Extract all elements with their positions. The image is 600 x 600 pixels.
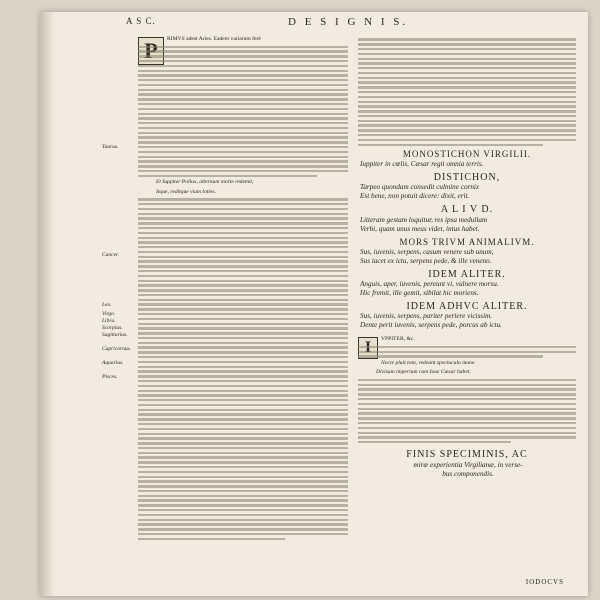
text-line bbox=[358, 346, 576, 348]
text-line bbox=[138, 260, 348, 262]
text-line bbox=[138, 308, 348, 310]
text-line bbox=[138, 385, 348, 387]
text-line bbox=[138, 146, 348, 148]
text-line bbox=[138, 346, 348, 348]
running-head bbox=[40, 16, 588, 30]
section-heading: DISTICHON, bbox=[433, 172, 501, 184]
text-line bbox=[138, 366, 348, 368]
text-line bbox=[358, 422, 576, 424]
text-line bbox=[138, 394, 348, 396]
text-line bbox=[138, 370, 348, 372]
text-line bbox=[138, 423, 348, 425]
margin-note: Libra. bbox=[102, 318, 116, 324]
text-line bbox=[358, 67, 576, 69]
text-line bbox=[138, 528, 348, 530]
poem-line: Sus, iuvenis, serpens, casum venere sub unum, bbox=[360, 247, 494, 256]
text-line bbox=[138, 476, 348, 478]
section-heading: IDEM ALITER. bbox=[428, 268, 506, 280]
text-line bbox=[138, 222, 348, 224]
text-line bbox=[358, 441, 511, 443]
text-line bbox=[358, 115, 576, 117]
text-line bbox=[138, 447, 348, 449]
section-heading: A L I V D. bbox=[440, 204, 494, 216]
text-line bbox=[138, 246, 348, 248]
text-line bbox=[138, 390, 348, 392]
text-line bbox=[138, 289, 348, 291]
text-line bbox=[358, 351, 576, 353]
poem-line: Verbi, quam unus meus videt, intus habet. bbox=[360, 224, 480, 233]
text-line bbox=[358, 379, 576, 381]
text-line bbox=[138, 46, 348, 48]
text-line bbox=[138, 251, 348, 253]
text-line bbox=[358, 81, 576, 83]
text-line bbox=[138, 409, 348, 411]
text-line bbox=[138, 375, 348, 377]
text-line bbox=[358, 408, 576, 410]
text-line bbox=[138, 490, 348, 492]
text-line bbox=[358, 77, 576, 79]
text-line bbox=[138, 356, 348, 358]
text-line bbox=[138, 103, 348, 105]
text-line bbox=[138, 485, 348, 487]
verse-line: Et Iuppiter Pollux, alternum morte redemit, bbox=[156, 179, 254, 186]
text-line bbox=[358, 436, 576, 438]
text-line bbox=[358, 412, 576, 414]
margin-note: Leo. bbox=[102, 302, 112, 308]
text-line bbox=[138, 160, 348, 162]
opening-line: RIMVS adest Aries. Eadem variarum ferè bbox=[167, 36, 261, 42]
book-page bbox=[40, 12, 588, 596]
text-line bbox=[138, 284, 348, 286]
text-line bbox=[138, 198, 348, 200]
text-line bbox=[138, 175, 317, 177]
text-line bbox=[358, 403, 576, 405]
margin-note: Cancer. bbox=[102, 252, 119, 258]
text-line bbox=[138, 275, 348, 277]
text-line bbox=[138, 480, 348, 482]
section-heading: MONOSTICHON VIRGILII. bbox=[402, 148, 532, 159]
text-line bbox=[358, 388, 576, 390]
poem-line: Sus iacet ex ictu, serpens pede, & ille veneno. bbox=[360, 256, 492, 265]
text-line bbox=[358, 62, 576, 64]
text-line bbox=[358, 101, 576, 103]
text-line bbox=[138, 533, 348, 535]
text-line bbox=[358, 432, 576, 434]
text-line bbox=[138, 203, 348, 205]
text-line bbox=[138, 127, 348, 129]
text-line bbox=[358, 398, 576, 400]
text-line bbox=[138, 418, 348, 420]
text-line bbox=[138, 55, 348, 57]
section-heading: MORS TRIVM ANIMALIVM. bbox=[399, 236, 535, 247]
poem-line: Iuppiter in cœlis, Cæsar regit omnia terris. bbox=[360, 160, 484, 169]
text-line bbox=[138, 98, 348, 100]
right-column bbox=[358, 36, 576, 479]
text-line bbox=[138, 499, 348, 501]
text-line bbox=[138, 471, 348, 473]
text-line bbox=[358, 129, 576, 131]
text-line bbox=[358, 355, 543, 357]
text-line bbox=[138, 79, 348, 81]
text-line bbox=[138, 136, 348, 138]
text-line bbox=[138, 380, 348, 382]
text-line bbox=[358, 139, 576, 141]
text-line bbox=[138, 141, 348, 143]
closing-heading-line: bus componendis. bbox=[442, 469, 494, 478]
margin-note: Virgo. bbox=[102, 311, 116, 317]
text-line bbox=[138, 151, 348, 153]
poem-line: Anguis, aper, iuvenis, pereunt vi, vulnere morsu. bbox=[360, 279, 499, 288]
text-line bbox=[138, 318, 348, 320]
text-line bbox=[138, 313, 348, 315]
text-line bbox=[138, 156, 348, 158]
catchword: IODOCVS bbox=[525, 578, 564, 586]
margin-note: Aquarius. bbox=[102, 360, 124, 366]
text-line bbox=[138, 327, 348, 329]
poem-line: Hic fremit, ille gemit, sibilat hic moriens. bbox=[360, 288, 479, 297]
left-column bbox=[138, 36, 348, 543]
text-line bbox=[358, 53, 576, 55]
text-line bbox=[358, 417, 576, 419]
text-line bbox=[138, 170, 348, 172]
text-line bbox=[138, 117, 348, 119]
text-line bbox=[138, 241, 348, 243]
text-line bbox=[138, 433, 348, 435]
text-line bbox=[138, 108, 348, 110]
text-line bbox=[138, 509, 348, 511]
text-line bbox=[138, 113, 348, 115]
running-head-title: D E S I G N I S. bbox=[288, 16, 409, 28]
text-line bbox=[138, 452, 348, 454]
text-line bbox=[138, 165, 348, 167]
text-line bbox=[138, 456, 348, 458]
text-line bbox=[358, 124, 576, 126]
text-line bbox=[358, 86, 576, 88]
text-line bbox=[138, 495, 348, 497]
text-line bbox=[358, 144, 543, 146]
text-line bbox=[138, 303, 348, 305]
text-line bbox=[138, 361, 348, 363]
text-line bbox=[358, 43, 576, 45]
text-line bbox=[138, 265, 348, 267]
text-line bbox=[138, 294, 348, 296]
closing-heading: FINIS SPECIMINIS, AC bbox=[406, 449, 528, 461]
text-line bbox=[138, 428, 348, 430]
text-line bbox=[358, 91, 576, 93]
text-line bbox=[138, 437, 348, 439]
text-line bbox=[138, 514, 348, 516]
margin-note: Pisces. bbox=[102, 374, 118, 380]
text-line bbox=[138, 280, 348, 282]
text-line bbox=[138, 213, 348, 215]
text-line bbox=[138, 84, 348, 86]
margin-note: Capricornus. bbox=[102, 346, 132, 352]
poem-line: Tarpeo quondam consedit culmine cornix bbox=[360, 183, 480, 192]
text-line bbox=[358, 58, 576, 60]
text-line bbox=[138, 466, 348, 468]
text-line bbox=[138, 504, 348, 506]
text-line bbox=[138, 50, 348, 52]
margin-note: Sagittarius. bbox=[102, 332, 128, 338]
verse-line: Nocte pluit tota, redeunt spectacula mane. bbox=[381, 360, 476, 367]
verse-line: Itque, reditque viam toties. bbox=[156, 188, 216, 195]
text-line bbox=[138, 299, 348, 301]
text-line bbox=[138, 342, 348, 344]
text-line bbox=[138, 332, 348, 334]
text-line bbox=[138, 351, 348, 353]
text-line bbox=[138, 461, 348, 463]
text-line bbox=[138, 208, 348, 210]
section-heading: IDEM ADHVC ALITER. bbox=[406, 300, 528, 312]
text-line bbox=[138, 538, 285, 540]
text-line bbox=[358, 110, 576, 112]
verse-line: Divisum imperium cum Ioue Cæsar habet. bbox=[376, 369, 471, 376]
text-line bbox=[138, 93, 348, 95]
poem-line: Sus, iuvenis, serpens, pariter periere vicissim. bbox=[360, 312, 493, 321]
text-line bbox=[358, 427, 576, 429]
text-line bbox=[358, 72, 576, 74]
text-line bbox=[138, 523, 348, 525]
text-line bbox=[138, 337, 348, 339]
text-line bbox=[358, 120, 576, 122]
gutter-shadow bbox=[40, 12, 54, 596]
poem-line: Dente perit iuvenis, serpens pede, porcus ab ictu. bbox=[360, 321, 502, 330]
text-line bbox=[138, 74, 348, 76]
text-line bbox=[138, 404, 348, 406]
text-line bbox=[138, 399, 348, 401]
text-line bbox=[138, 442, 348, 444]
text-line bbox=[138, 227, 348, 229]
poem-line: Litteram gestam loquitur, res ipsa medullam bbox=[360, 215, 488, 224]
text-line bbox=[358, 48, 576, 50]
text-line bbox=[138, 65, 348, 67]
text-line bbox=[138, 132, 348, 134]
margin-note: Taurus. bbox=[102, 144, 119, 150]
text-line bbox=[138, 270, 348, 272]
text-line bbox=[138, 70, 348, 72]
text-line bbox=[138, 413, 348, 415]
text-line bbox=[138, 60, 348, 62]
text-line bbox=[138, 256, 348, 258]
text-line bbox=[358, 393, 576, 395]
closing-heading-line: miræ experientia Virgilianæ, in verse- bbox=[413, 460, 523, 469]
text-line bbox=[138, 122, 348, 124]
poem-line: Est bene, non potuit dicere: dixit, erit. bbox=[360, 192, 470, 201]
text-line bbox=[138, 232, 348, 234]
text-line bbox=[358, 134, 576, 136]
margin-note: Scorpius. bbox=[102, 325, 123, 331]
text-line bbox=[138, 217, 348, 219]
paragraph-block bbox=[358, 336, 576, 358]
running-head-left: A S C. bbox=[126, 16, 156, 26]
paragraph-opening: VPPITER, &c. bbox=[381, 336, 415, 343]
text-line bbox=[358, 38, 576, 40]
text-line bbox=[358, 105, 576, 107]
text-line bbox=[358, 384, 576, 386]
text-line bbox=[138, 237, 348, 239]
text-line bbox=[358, 96, 576, 98]
text-line bbox=[138, 323, 348, 325]
text-line bbox=[138, 89, 348, 91]
text-line bbox=[138, 519, 348, 521]
